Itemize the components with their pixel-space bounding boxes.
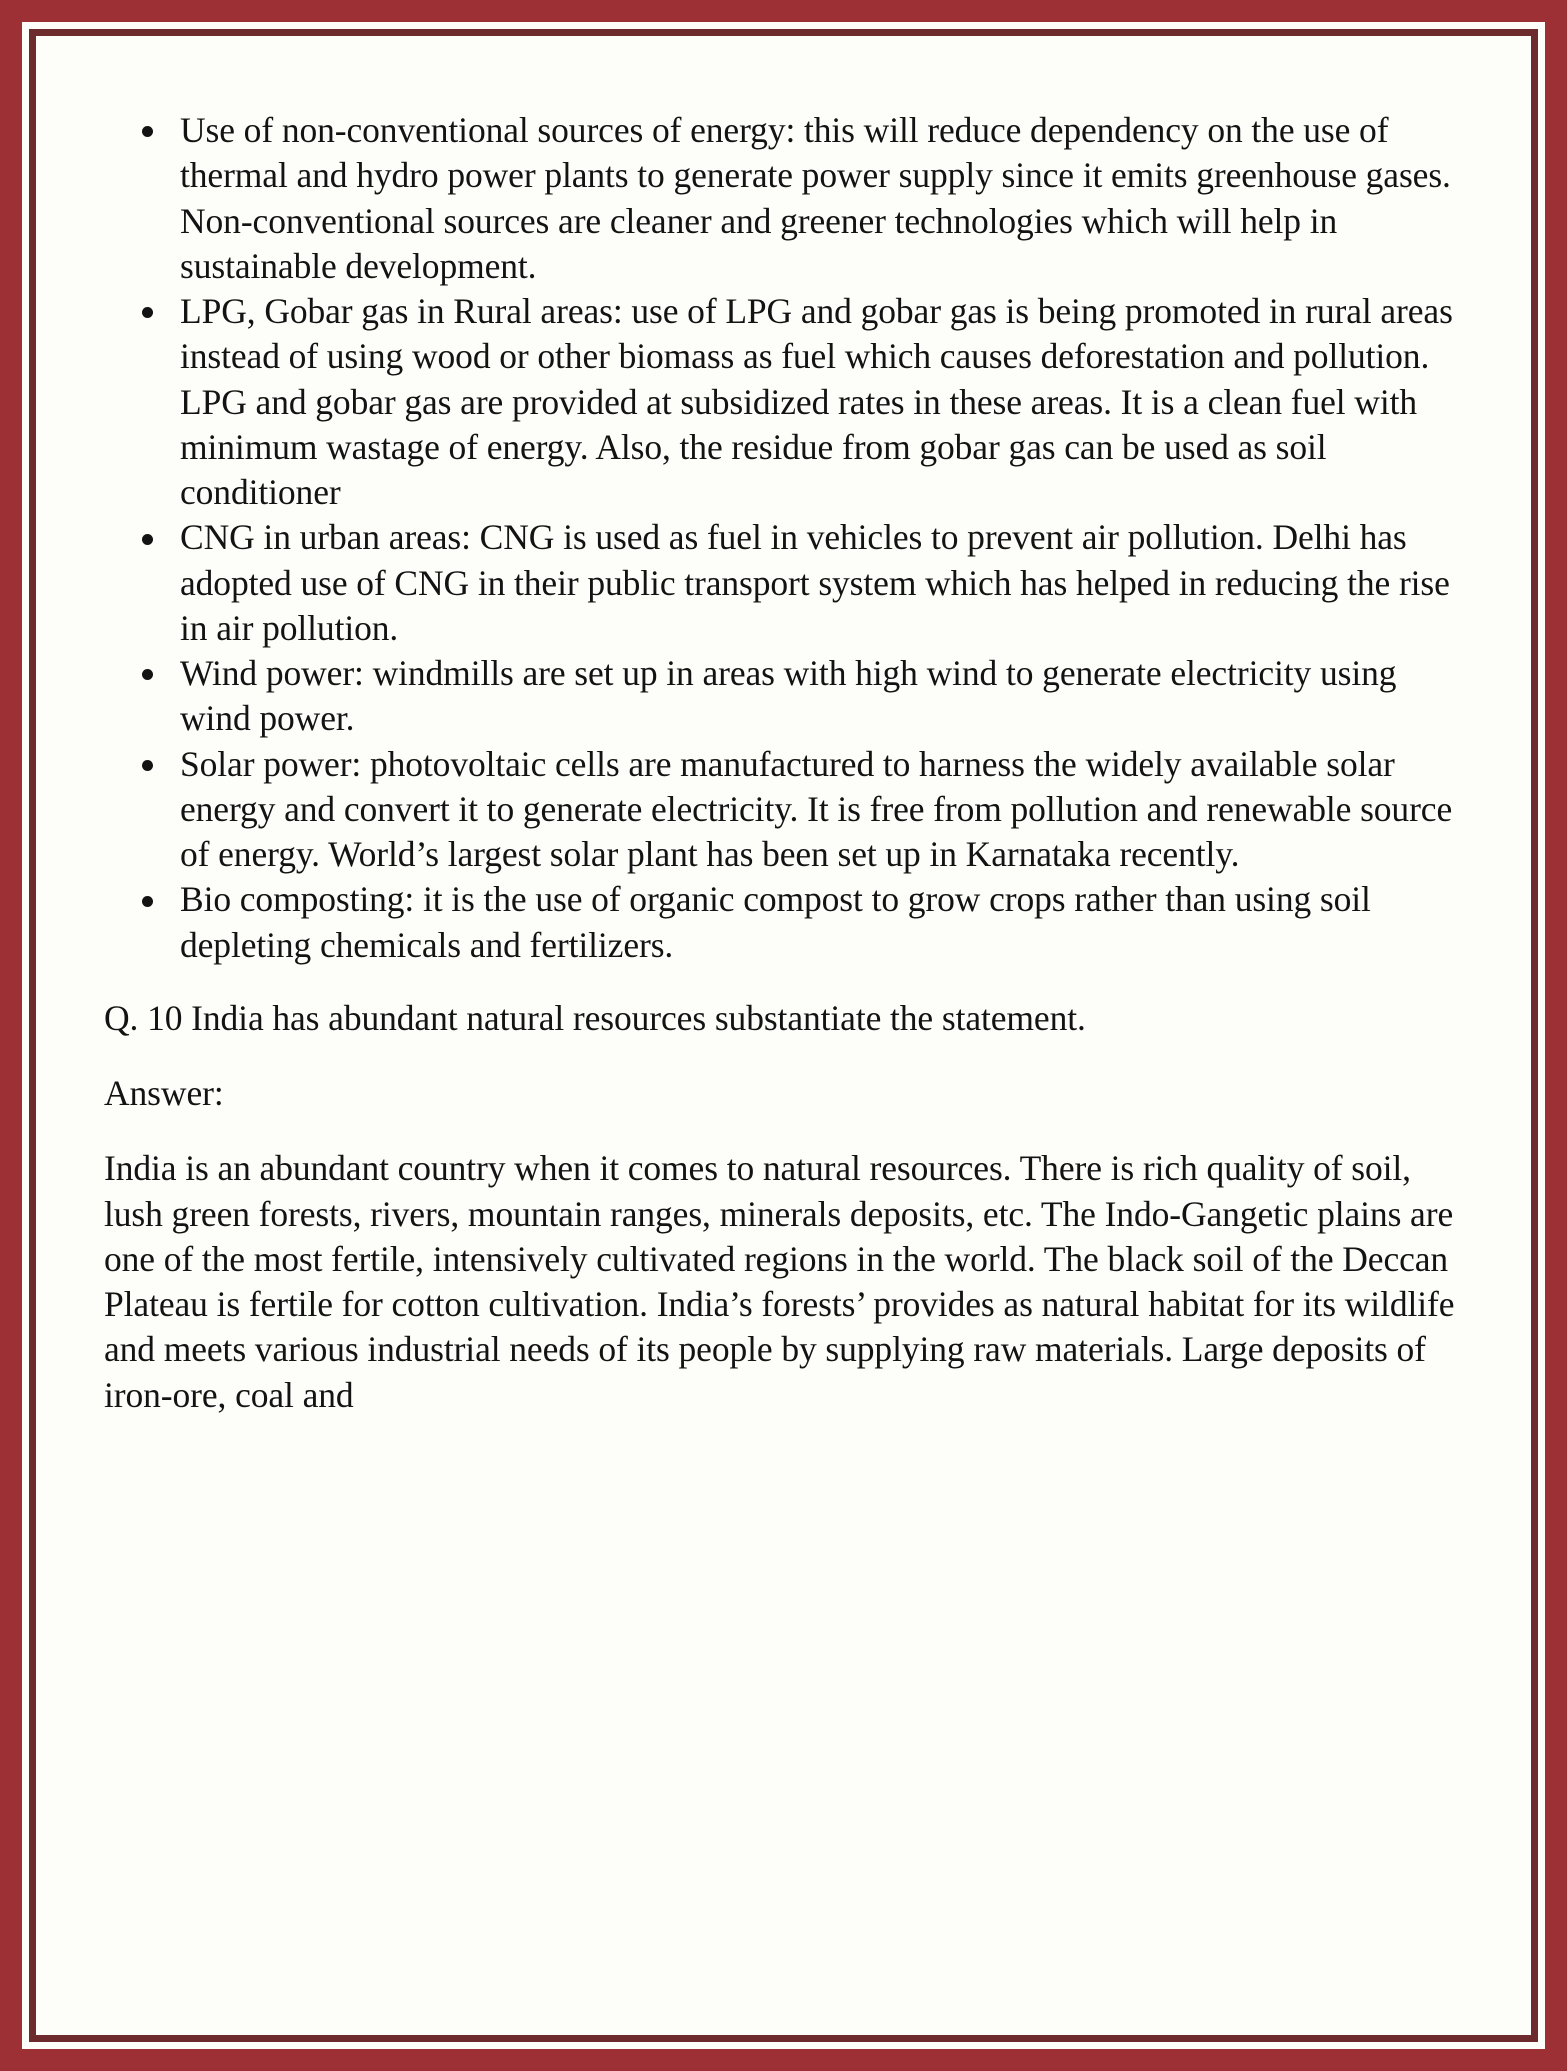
page-content-field xyxy=(36,36,1531,2035)
list-item xyxy=(104,877,1463,968)
question-text: Q. 10 India has abundant natural resources substantiate the statement. xyxy=(104,997,1086,1038)
bullet-dot-icon xyxy=(142,307,153,318)
bullet-dot-icon xyxy=(142,760,153,771)
bullet-text-bio-composting: Bio composting: it is the use of organic compost to grow crops rather than using soil depleting chemicals and fertilizers. xyxy=(180,879,1371,965)
bullet-dot-icon xyxy=(142,126,153,137)
document-content xyxy=(36,36,1531,1418)
bullet-dot-icon xyxy=(142,534,153,545)
bullet-text-wind-power: Wind power: windmills are set up in areas with high wind to generate electricity using wind power. xyxy=(180,653,1397,739)
answer-body-paragraph: India is an abundant country when it comes to natural resources. There is rich quality of soil, lush green forests, rivers, mountain ranges, minerals deposits, etc. The Indo-Gangetic plains are one of the most fertile, intensively cultivated regions in the world. The black soil of the Deccan Plateau is fertile for cotton cultivation. India’s forests’ provides as natural habitat for its wildlife and meets various industrial needs of its people by supplying raw materials. Large deposits of iron-ore, coal and xyxy=(104,1148,1455,1415)
answer-label: Answer: xyxy=(104,1073,224,1113)
measures-bullet-list xyxy=(104,108,1463,968)
bullet-text-non-conventional-energy: Use of non-conventional sources of energy: this will reduce dependency on the use of thermal and hydro power plants to generate power supply since it emits greenhouse gases. Non-conventional sources are cleaner and greener technologies which will help in sustainable development. xyxy=(180,110,1451,286)
list-item xyxy=(104,515,1463,651)
bullet-dot-icon xyxy=(142,669,153,680)
bullet-text-solar-power: Solar power: photovoltaic cells are manufactured to harness the widely available solar energy and convert it to generate electricity. It is free from pollution and renewable source of energy. World’s largest solar plant has been set up in Karnataka recently. xyxy=(180,743,1453,874)
list-item xyxy=(104,742,1463,878)
bullet-text-cng-urban: CNG in urban areas: CNG is used as fuel in vehicles to prevent air pollution. Delhi has adopted use of CNG in their public transport system which has helped in reducing the rise in air pollution. xyxy=(180,517,1450,648)
list-item xyxy=(104,108,1463,289)
list-item xyxy=(104,289,1463,515)
bullet-text-lpg-gobar-gas: LPG, Gobar gas in Rural areas: use of LPG and gobar gas is being promoted in rural areas instead of using wood or other biomass as fuel which causes deforestation and pollution. LPG and gobar gas are provided at subsidized rates in these areas. It is a clean fuel with minimum wastage of energy. Also, the residue from gobar gas can be used as soil conditioner xyxy=(180,291,1453,512)
list-item xyxy=(104,651,1463,742)
bullet-dot-icon xyxy=(142,896,153,907)
